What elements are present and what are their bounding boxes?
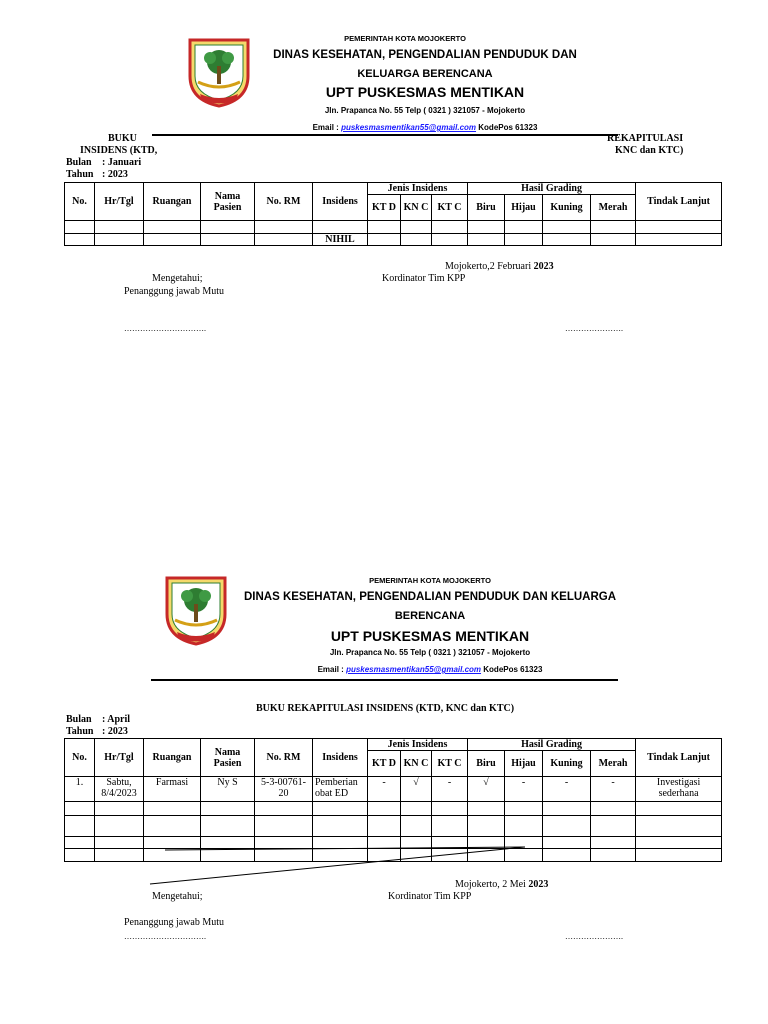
gov-name: PEMERINTAH KOTA MOJOKERTO: [344, 34, 466, 43]
header-nama-pasien: Nama Pasien: [201, 739, 255, 777]
signature-line-left: ………………………….: [124, 932, 206, 941]
header-no-rm: No. RM: [255, 183, 313, 221]
signature-line-right: ………………….: [565, 324, 623, 333]
address: Jln. Prapanca No. 55 Telp ( 0321 ) 321057 - Mojokerto: [329, 648, 531, 657]
header-hr-tgl: Hr/Tgl: [95, 183, 144, 221]
dept-name-line2: KELUARGA BERENCANA: [357, 68, 493, 80]
header-jenis-insidens: Jenis Insidens: [368, 183, 468, 195]
strike-line-top: [165, 847, 525, 850]
bulan-label: Bulan: [66, 714, 92, 725]
date-place: Mojokerto, 2 Mei: [455, 879, 526, 890]
cell-no-rm: 5-3-00761-20: [255, 777, 313, 802]
header-insidens: Insidens: [313, 183, 368, 221]
cell-hijau: -: [505, 777, 543, 802]
insidens-line2: obat ED: [315, 788, 349, 799]
header-biru: Biru: [468, 195, 505, 221]
insidens-line1: Pemberian: [315, 777, 358, 788]
penanggung-jawab: Penanggung jawab Mutu: [124, 917, 224, 928]
header-knc: KN C: [401, 195, 432, 221]
header-jenis-insidens: Jenis Insidens: [368, 739, 468, 751]
title-left-2: INSIDENS (KTD,: [80, 145, 158, 156]
cell-hr-tgl: Sabtu, 8/4/2023: [95, 777, 144, 802]
signature-line-right: ………………….: [565, 932, 623, 941]
cell-nama-pasien: Ny S: [201, 777, 255, 802]
title-right-1: REKAPITULASI: [607, 133, 684, 144]
header-hasil-grading: Hasil Grading: [468, 739, 636, 751]
dept-name-line2: BERENCANA: [394, 610, 466, 622]
signature-date: [455, 879, 548, 890]
tahun-label: Tahun: [66, 726, 94, 737]
header-knc: KN C: [401, 751, 432, 777]
header-nama-pasien: Nama Pasien: [201, 183, 255, 221]
header-biru: Biru: [468, 751, 505, 777]
kodepos: KodePos 61323: [483, 665, 543, 674]
mengetahui: Mengetahui;: [152, 273, 203, 284]
cell-merah: -: [591, 777, 636, 802]
email-label: Email :: [312, 123, 339, 132]
header-insidens: Insidens: [313, 739, 368, 777]
address: Jln. Prapanca No. 55 Telp ( 0321 ) 321057 - Mojokerto: [324, 106, 526, 115]
kordinator: Kordinator Tim KPP: [388, 891, 472, 902]
header-no: No.: [65, 183, 95, 221]
email-link[interactable]: puskesmasmentikan55@gmail.com: [346, 665, 482, 674]
puskesmas-name: UPT PUSKESMAS MENTIKAN: [325, 84, 525, 100]
cell-biru: √: [468, 777, 505, 802]
tahun-value: : 2023: [102, 726, 128, 737]
header-no: No.: [65, 739, 95, 777]
date-year: 2023: [528, 879, 549, 890]
cell-ktc: -: [432, 777, 468, 802]
header-kuning: Kuning: [543, 751, 591, 777]
dept-name-line1: DINAS KESEHATAN, PENGENDALIAN PENDUDUK DAN KELUARGA: [243, 591, 617, 603]
mengetahui: Mengetahui;: [152, 891, 203, 902]
puskesmas-name: UPT PUSKESMAS MENTIKAN: [330, 628, 530, 644]
header-ruangan: Ruangan: [144, 183, 201, 221]
header-merah: Merah: [591, 751, 636, 777]
email-label: Email :: [317, 665, 344, 674]
header-ktd: KT D: [368, 751, 401, 777]
gov-name: PEMERINTAH KOTA MOJOKERTO: [369, 576, 491, 585]
header-ruangan: Ruangan: [144, 739, 201, 777]
cell-tindak-lanjut: Investigasi sederhana: [636, 777, 722, 802]
header-tindak-lanjut: Tindak Lanjut: [636, 739, 722, 777]
title-left-1: BUKU: [108, 133, 137, 144]
header-hijau: Hijau: [505, 751, 543, 777]
email-link[interactable]: puskesmasmentikan55@gmail.com: [341, 123, 477, 132]
header-ktd: KT D: [368, 195, 401, 221]
title-right-2: KNC dan KTC): [615, 145, 684, 156]
tahun-value: : 2023: [102, 169, 128, 180]
header-tindak-lanjut: Tindak Lanjut: [636, 183, 722, 221]
kodepos: KodePos 61323: [478, 123, 538, 132]
header-ktc: KT C: [432, 195, 468, 221]
header-hijau: Hijau: [505, 195, 543, 221]
cell-no: 1.: [65, 777, 95, 802]
header-ktc: KT C: [432, 751, 468, 777]
nihil-cell: NIHIL: [313, 234, 368, 246]
cell-knc: √: [401, 777, 432, 802]
cell-ktd: -: [368, 777, 401, 802]
dept-name-line1: DINAS KESEHATAN, PENGENDALIAN PENDUDUK DAN: [273, 49, 577, 61]
kordinator: Kordinator Tim KPP: [382, 273, 466, 284]
header-merah: Merah: [591, 195, 636, 221]
header-hasil-grading: Hasil Grading: [468, 183, 636, 195]
penanggung-jawab: Penanggung jawab Mutu: [124, 286, 224, 297]
cell-kuning: -: [543, 777, 591, 802]
date-place: Mojokerto,2 Februari: [445, 261, 532, 272]
signature-line-left: ………………………….: [124, 324, 206, 333]
date-year: 2023: [533, 261, 554, 272]
tahun-label: Tahun: [66, 169, 94, 180]
header-hr-tgl: Hr/Tgl: [95, 739, 144, 777]
header-kuning: Kuning: [543, 195, 591, 221]
header-no-rm: No. RM: [255, 739, 313, 777]
cell-ruangan: Farmasi: [144, 777, 201, 802]
bulan-value: : April: [102, 714, 131, 725]
doc-title: BUKU REKAPITULASI INSIDENS (KTD, KNC dan KTC): [255, 703, 515, 714]
bulan-label: Bulan: [66, 157, 92, 168]
bulan-value: : Januari: [102, 157, 142, 168]
